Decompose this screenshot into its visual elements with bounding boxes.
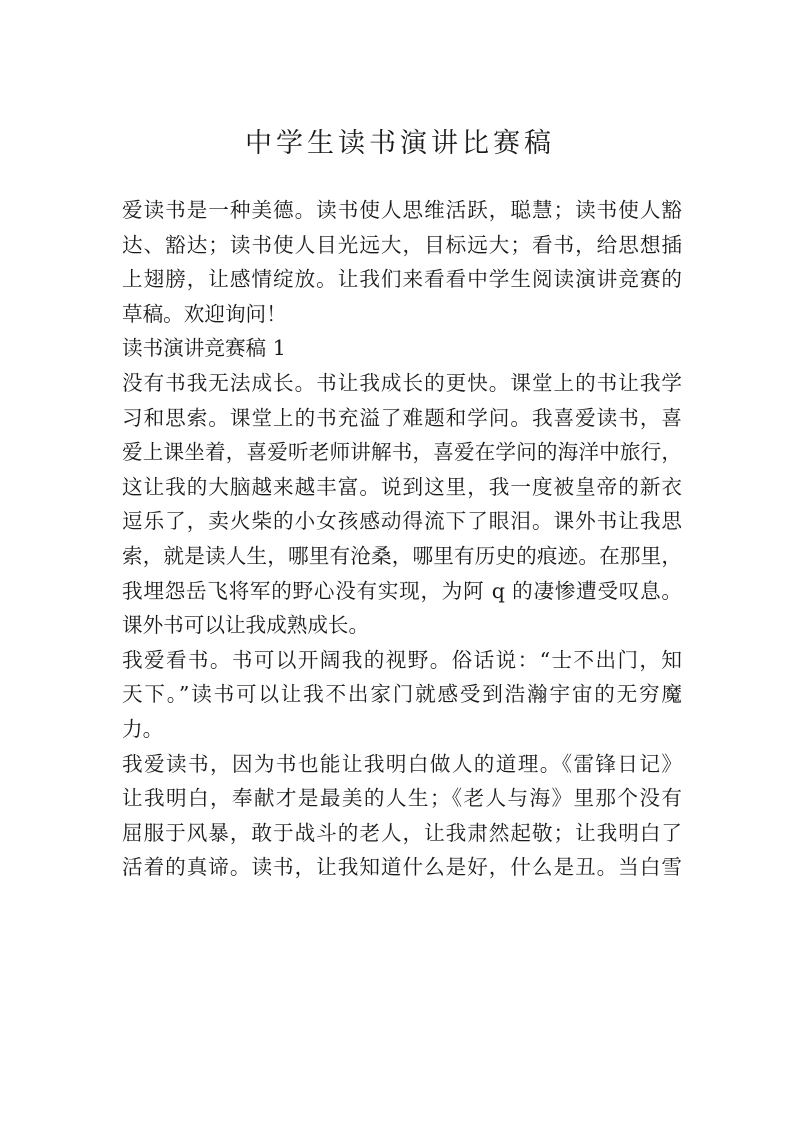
paragraph-1: [122, 366, 682, 643]
text-line: 屈服于风暴，敢于战斗的老人，让我肃然起敬；让我明白了: [122, 820, 682, 845]
text-line: 力。: [122, 716, 164, 741]
text-line: 我爱读书，因为书也能让我明白做人的道理。《雷锋日记》: [122, 751, 682, 776]
section-heading: [122, 331, 682, 366]
paragraph-3: [122, 747, 682, 885]
section-heading-text: 读书演讲竞赛稿 1: [122, 336, 286, 361]
text-line: 天下。”读书可以让我不出家门就感受到浩瀚宇宙的无穷魔: [122, 682, 682, 707]
text-line: 爱读书是一种美德。读书使人思维活跃，聪慧；读书使人豁: [122, 198, 682, 222]
text-line: 索，就是读人生，哪里有沧桑，哪里有历史的痕迹。在那里，: [122, 543, 682, 568]
document-title: 中学生读书演讲比赛稿: [245, 128, 555, 159]
paragraph-2: [122, 643, 682, 747]
intro-paragraph: [122, 193, 682, 331]
text-line: 爱上课坐着，喜爱听老师讲解书，喜爱在学问的海洋中旅行，: [122, 440, 682, 465]
text-line: 我埋怨岳飞将军的野心没有实现，为阿 q 的凄惨遭受叹息。: [122, 578, 682, 603]
text-line: 让我明白，奉献才是最美的人生；《老人与海》里那个没有: [122, 786, 682, 811]
document-body: [122, 193, 682, 885]
text-line: 达、豁达；读书使人目光远大，目标远大；看书，给思想插: [122, 232, 682, 257]
text-line: 活着的真谛。读书，让我知道什么是好，什么是丑。当白雪: [122, 855, 682, 880]
text-line: 课外书可以让我成熟成长。: [122, 613, 370, 638]
text-line: 草稿。欢迎询问！: [122, 301, 287, 326]
text-line: 习和思索。课堂上的书充溢了难题和学问。我喜爱读书，喜: [122, 405, 682, 430]
text-line: 逗乐了，卖火柴的小女孩感动得流下了眼泪。课外书让我思: [122, 509, 682, 534]
text-line: 这让我的大脑越来越丰富。说到这里，我一度被皇帝的新衣: [122, 474, 682, 499]
text-line: 我爱看书。书可以开阔我的视野。俗话说：“士不出门，知: [122, 647, 682, 672]
text-line: 没有书我无法成长。书让我成长的更快。课堂上的书让我学: [122, 370, 682, 395]
text-line: 上翅膀，让感情绽放。让我们来看看中学生阅读演讲竞赛的: [122, 267, 682, 292]
